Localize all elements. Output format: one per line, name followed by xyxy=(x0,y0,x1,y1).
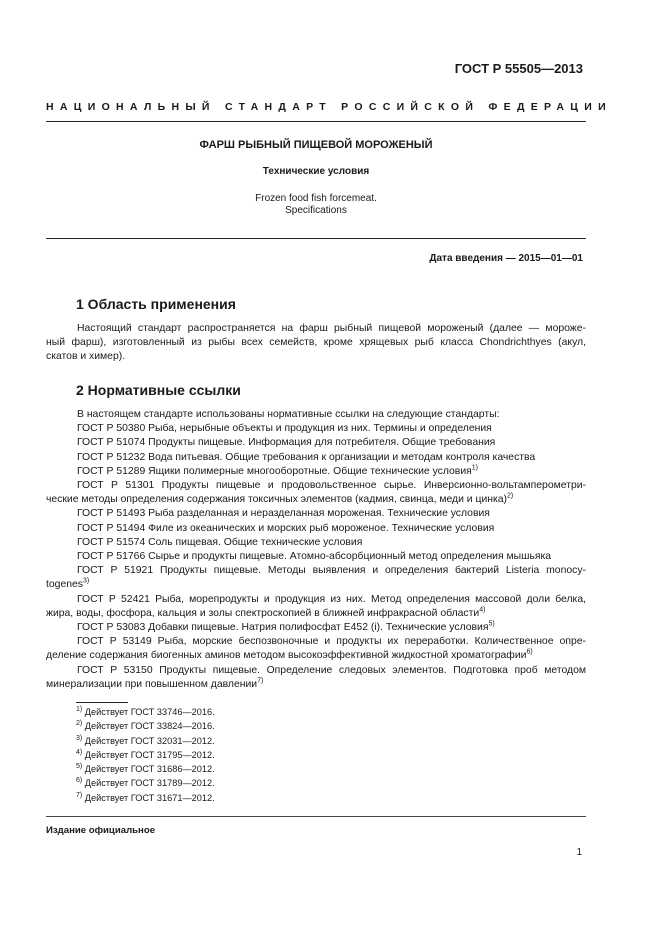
footnote: $^{2)}$ Действует ГОСТ 33824—2016. xyxy=(76,720,215,732)
reference-item-cont: деление содержания биогенных аминов методом высокоэффективной жидкостной хроматографии$^{6)}$ xyxy=(46,648,533,662)
reference-item: ГОСТ Р 50380 Рыба, нерыбные объекты и продукция из них. Термины и определения xyxy=(77,423,492,435)
section-2-heading: 2 Нормативные ссылки xyxy=(76,382,241,398)
footnote: $^{6)}$ Действует ГОСТ 31789—2012. xyxy=(76,777,215,789)
reference-item: ГОСТ Р 51766 Сырье и продукты пищевые. Атомно-абсорбционный метод определения мышьяка xyxy=(77,551,552,563)
footnote-ref: 1) xyxy=(471,464,478,472)
footnote-ref: 6) xyxy=(526,648,533,656)
reference-item: ГОСТ Р 51301 Продукты пищевые и продовольственное сырье. Инверсионно-вольтамперометри- xyxy=(77,480,586,492)
reference-item: ГОСТ Р 51574 Соль пищевая. Общие технические условия xyxy=(77,536,363,548)
reference-item: ГОСТ Р 51232 Вода питьевая. Общие требования к организации и методам контроля качества xyxy=(77,451,536,463)
section-1-body xyxy=(46,322,586,365)
reference-item: ГОСТ Р 53150 Продукты пищевые. Определение следовых элементов. Подготовка проб методом xyxy=(77,664,586,676)
gost-number: ГОСТ Р 55505—2013 xyxy=(454,61,583,76)
footnote-divider xyxy=(76,702,128,703)
footnote-ref: 4) xyxy=(479,606,486,614)
section-2-body xyxy=(46,408,586,692)
reference-item: ГОСТ Р 53083 Добавки пищевые. Натрия полифосфат Е452 (i). Технические условия$^{5)}$ xyxy=(77,620,495,634)
section-1-heading: 1 Область применения xyxy=(76,296,236,312)
reference-item-cont: togenes$^{3)}$ xyxy=(46,577,90,591)
document-subtitle: Технические условия xyxy=(262,166,370,177)
national-standard-banner: НАЦИОНАЛЬНЫЙ СТАНДАРТ РОССИЙСКОЙ ФЕДЕРАЦИИ xyxy=(46,101,612,113)
official-edition-label: Издание официальное xyxy=(46,825,156,836)
footnote: $^{1)}$ Действует ГОСТ 33746—2016. xyxy=(76,705,215,717)
footnote: $^{7)}$ Действует ГОСТ 31671—2012. xyxy=(76,791,215,803)
section-2-intro: В настоящем стандарте использованы нормативные ссылки на следующие стандарты: xyxy=(77,409,500,420)
english-title-line1: Frozen food fish forcemeat. xyxy=(255,193,377,204)
reference-item: ГОСТ Р 51494 Филе из океанических и морских рыб мороженое. Технические условия xyxy=(77,522,495,534)
reference-item: ГОСТ Р 53149 Рыба, морские беспозвоночные и продукты их переработки. Количественное опре- xyxy=(77,636,586,648)
reference-item: ГОСТ Р 51074 Продукты пищевые. Информация для потребителя. Общие требования xyxy=(77,437,496,449)
footnote: $^{4)}$ Действует ГОСТ 31795—2012. xyxy=(76,748,215,760)
reference-item: ГОСТ Р 51493 Рыба разделанная и неразделанная мороженая. Технические условия xyxy=(77,508,490,520)
reference-item-cont: жира, воды, фосфора, кальция и золы спектроскопией в ближней инфракрасной области$^{4)}$ xyxy=(46,606,486,619)
reference-item: ГОСТ Р 51921 Продукты пищевые. Методы выявления и определения бактерий Listeria monocy- xyxy=(77,565,586,577)
section-1-line: скатов и химер). xyxy=(46,351,126,363)
section-1-line: ный фарш), изготовленный из рыбы всех семейств, кроме хрящевых рыб класса Chondrichthyes (акул, xyxy=(46,337,586,349)
footnote-ref: 3) xyxy=(82,577,90,585)
footnotes xyxy=(76,705,215,805)
page-number: 1 xyxy=(576,847,582,858)
reference-item-cont: минерализации при повышенном давлении$^{7)}$ xyxy=(46,677,264,690)
footnote: $^{5)}$ Действует ГОСТ 31686—2012. xyxy=(76,763,215,775)
top-divider xyxy=(46,121,586,122)
footnote-ref: 7) xyxy=(257,677,264,685)
english-title-line2: Specifications xyxy=(285,205,347,216)
section-1-line: Настоящий стандарт распространяется на фарш рыбный пищевой мороженый (далее — мороже- xyxy=(77,323,586,334)
reference-item-cont: ческие методы определения содержания токсичных элементов (кадмия, свинца, меди и цинка)$^{2)}$ xyxy=(46,492,514,506)
reference-item: ГОСТ Р 52421 Рыба, морепродукты и продукция из них. Метод определения массовой доли белка, xyxy=(77,593,586,605)
footnote: $^{3)}$ Действует ГОСТ 32031—2012. xyxy=(76,734,215,746)
document-title: ФАРШ РЫБНЫЙ ПИЩЕВОЙ МОРОЖЕНЫЙ xyxy=(199,139,433,151)
introduction-date: Дата введения — 2015—01—01 xyxy=(429,253,583,264)
footnote-ref: 2) xyxy=(507,492,514,500)
footer-divider xyxy=(46,816,586,817)
footnote-ref: 5) xyxy=(488,620,495,628)
title-divider xyxy=(46,238,586,239)
reference-item: ГОСТ Р 51289 Ящики полимерные многооборотные. Общие технические условия$^{1)}$ xyxy=(77,464,478,477)
